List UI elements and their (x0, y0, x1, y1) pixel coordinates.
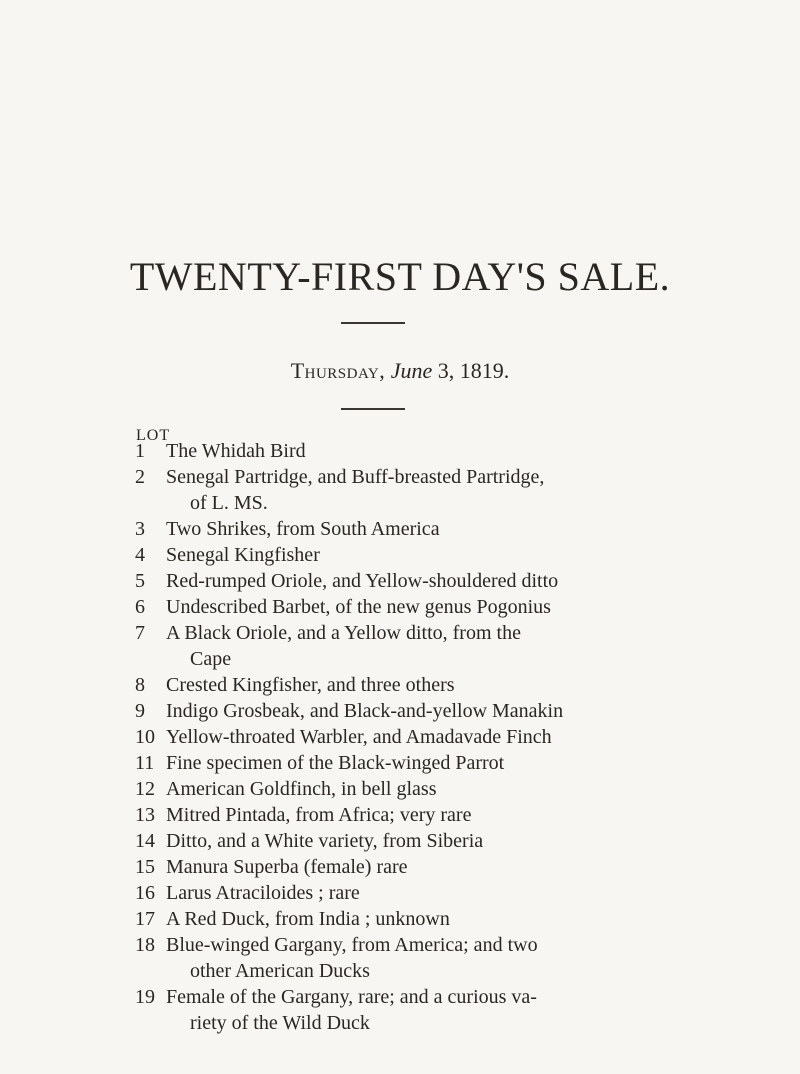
lot-number: 3 (135, 518, 145, 540)
lot-item (0, 438, 800, 464)
lot-description: Female of the Gargany, rare; and a curious va- (166, 986, 537, 1008)
lot-item (0, 776, 800, 802)
lot-description-continued: riety of the Wild Duck (190, 1012, 370, 1034)
sale-date (0, 360, 800, 382)
lot-description: Fine specimen of the Black-winged Parrot (166, 752, 505, 774)
lot-number: 7 (135, 622, 145, 644)
lot-number: 15 (135, 856, 155, 878)
lot-description: Senegal Kingfisher (166, 544, 320, 566)
lot-number: 19 (135, 986, 155, 1008)
lot-item (0, 620, 800, 672)
lot-number: 11 (135, 752, 155, 774)
lot-number: 18 (135, 934, 155, 956)
title-divider (341, 322, 405, 324)
lot-item (0, 932, 800, 984)
lot-description: Red-rumped Oriole, and Yellow-shouldered ditto (166, 570, 559, 592)
lot-description-continued: Cape (190, 648, 232, 670)
lot-number: 12 (135, 778, 155, 800)
lot-item (0, 750, 800, 776)
lot-description: American Goldfinch, in bell glass (166, 778, 437, 800)
lot-description: Yellow-throated Warbler, and Amadavade Finch (166, 726, 552, 748)
lot-item (0, 854, 800, 880)
lot-number: 2 (135, 466, 145, 488)
lot-item (0, 672, 800, 698)
lot-description: Manura Superba (female) rare (166, 856, 408, 878)
lot-description: Mitred Pintada, from Africa; very rare (166, 804, 472, 826)
lot-number: 16 (135, 882, 155, 904)
lot-item (0, 906, 800, 932)
lot-description: Indigo Grosbeak, and Black-and-yellow Manakin (166, 700, 564, 722)
lot-item (0, 828, 800, 854)
lot-description: Senegal Partridge, and Buff-breasted Partridge, (166, 466, 545, 488)
lot-item (0, 802, 800, 828)
lot-number: 10 (135, 726, 155, 748)
lot-description: Undescribed Barbet, of the new genus Pogonius (166, 596, 551, 618)
sale-month: June (390, 358, 433, 383)
lot-description-continued: other American Ducks (190, 960, 370, 982)
lot-item (0, 984, 800, 1036)
lot-item (0, 516, 800, 542)
lot-item (0, 594, 800, 620)
lot-number: 4 (135, 544, 145, 566)
lot-number: 1 (135, 440, 145, 462)
lot-number: 13 (135, 804, 155, 826)
lot-description-continued: of L. MS. (190, 492, 268, 514)
date-divider (341, 408, 405, 410)
lot-description: The Whidah Bird (166, 440, 306, 462)
lot-column-heading: LOT (136, 427, 171, 444)
lot-description: Larus Atraciloides ; rare (166, 882, 360, 904)
sale-day-year: 3, 1819. (437, 358, 510, 383)
lot-item (0, 698, 800, 724)
lot-item (0, 568, 800, 594)
lot-item (0, 880, 800, 906)
sale-day: Thursday, (290, 358, 386, 383)
lot-number: 8 (135, 674, 145, 696)
lot-description: Blue-winged Gargany, from America; and two (166, 934, 538, 956)
lot-description: A Black Oriole, and a Yellow ditto, from the (166, 622, 521, 644)
sale-title: TWENTY-FIRST DAY'S SALE. (129, 254, 671, 299)
lot-item (0, 724, 800, 750)
lot-description: A Red Duck, from India ; unknown (166, 908, 450, 930)
lot-description: Crested Kingfisher, and three others (166, 674, 455, 696)
lot-number: 9 (135, 700, 145, 722)
lot-description: Ditto, and a White variety, from Siberia (166, 830, 484, 852)
lot-number: 14 (135, 830, 155, 852)
lot-number: 5 (135, 570, 145, 592)
lot-number: 17 (135, 908, 155, 930)
lot-item (0, 542, 800, 568)
lot-number: 6 (135, 596, 145, 618)
lot-list (0, 438, 800, 1036)
lot-item (0, 464, 800, 516)
lot-description: Two Shrikes, from South America (166, 518, 440, 540)
